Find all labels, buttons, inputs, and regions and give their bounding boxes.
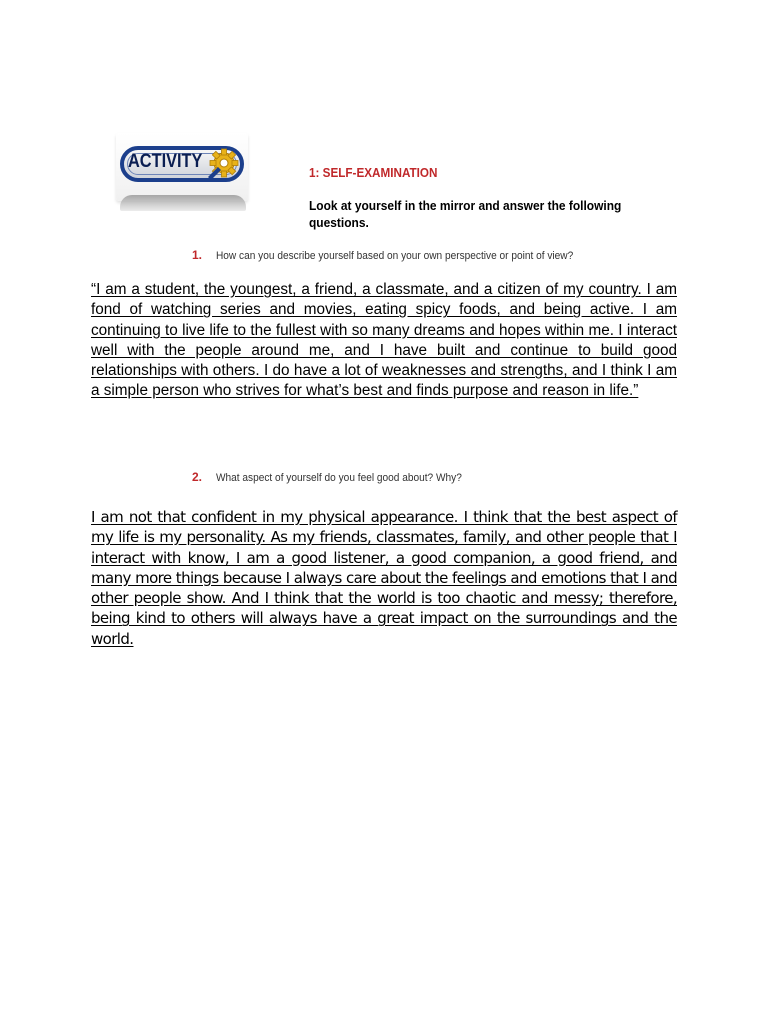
activity-heading: 1: SELF-EXAMINATION bbox=[309, 165, 438, 180]
question-1 bbox=[192, 248, 604, 262]
question-2-text: What aspect of yourself do you feel good about? Why? bbox=[216, 472, 462, 484]
activity-badge bbox=[116, 133, 248, 223]
question-2-number: 2. bbox=[192, 470, 203, 484]
gear-icon bbox=[204, 147, 240, 183]
activity-instruction: Look at yourself in the mirror and answer the following questions. bbox=[309, 198, 622, 230]
question-1-number: 1. bbox=[192, 248, 203, 262]
badge-label: ACTIVITY bbox=[128, 151, 203, 172]
question-2 bbox=[192, 470, 483, 484]
question-1-text: How can you describe yourself based on your own perspective or point of view? bbox=[216, 250, 574, 262]
answer-1: “I am a student, the youngest, a friend, a classmate, and a citizen of my country. I am fond of watching series and movies, eating spicy foods, and being active. I am continuing to live life to the fullest with so many dreams and hopes within me. I interact well with the people around me, and I have built and continue to build good relationships with others. I do have a lot of weaknesses and strengths, and I think I am a simple person who strives for what’s best and finds purpose and reason in life.” bbox=[91, 281, 677, 400]
answer-2: I am not that confident in my physical appearance. I think that the best aspect of my life is my personality. As my friends, classmates, family, and other people that I interact with know, I am a good listener, a good companion, a good friend, and many more things because I always care about the feelings and emotions that I and other people show. And I think that the world is too chaotic and messy; therefore, being kind to others will always have a great impact on the surroundings and the world. bbox=[91, 508, 677, 648]
badge-reflection bbox=[120, 195, 246, 211]
